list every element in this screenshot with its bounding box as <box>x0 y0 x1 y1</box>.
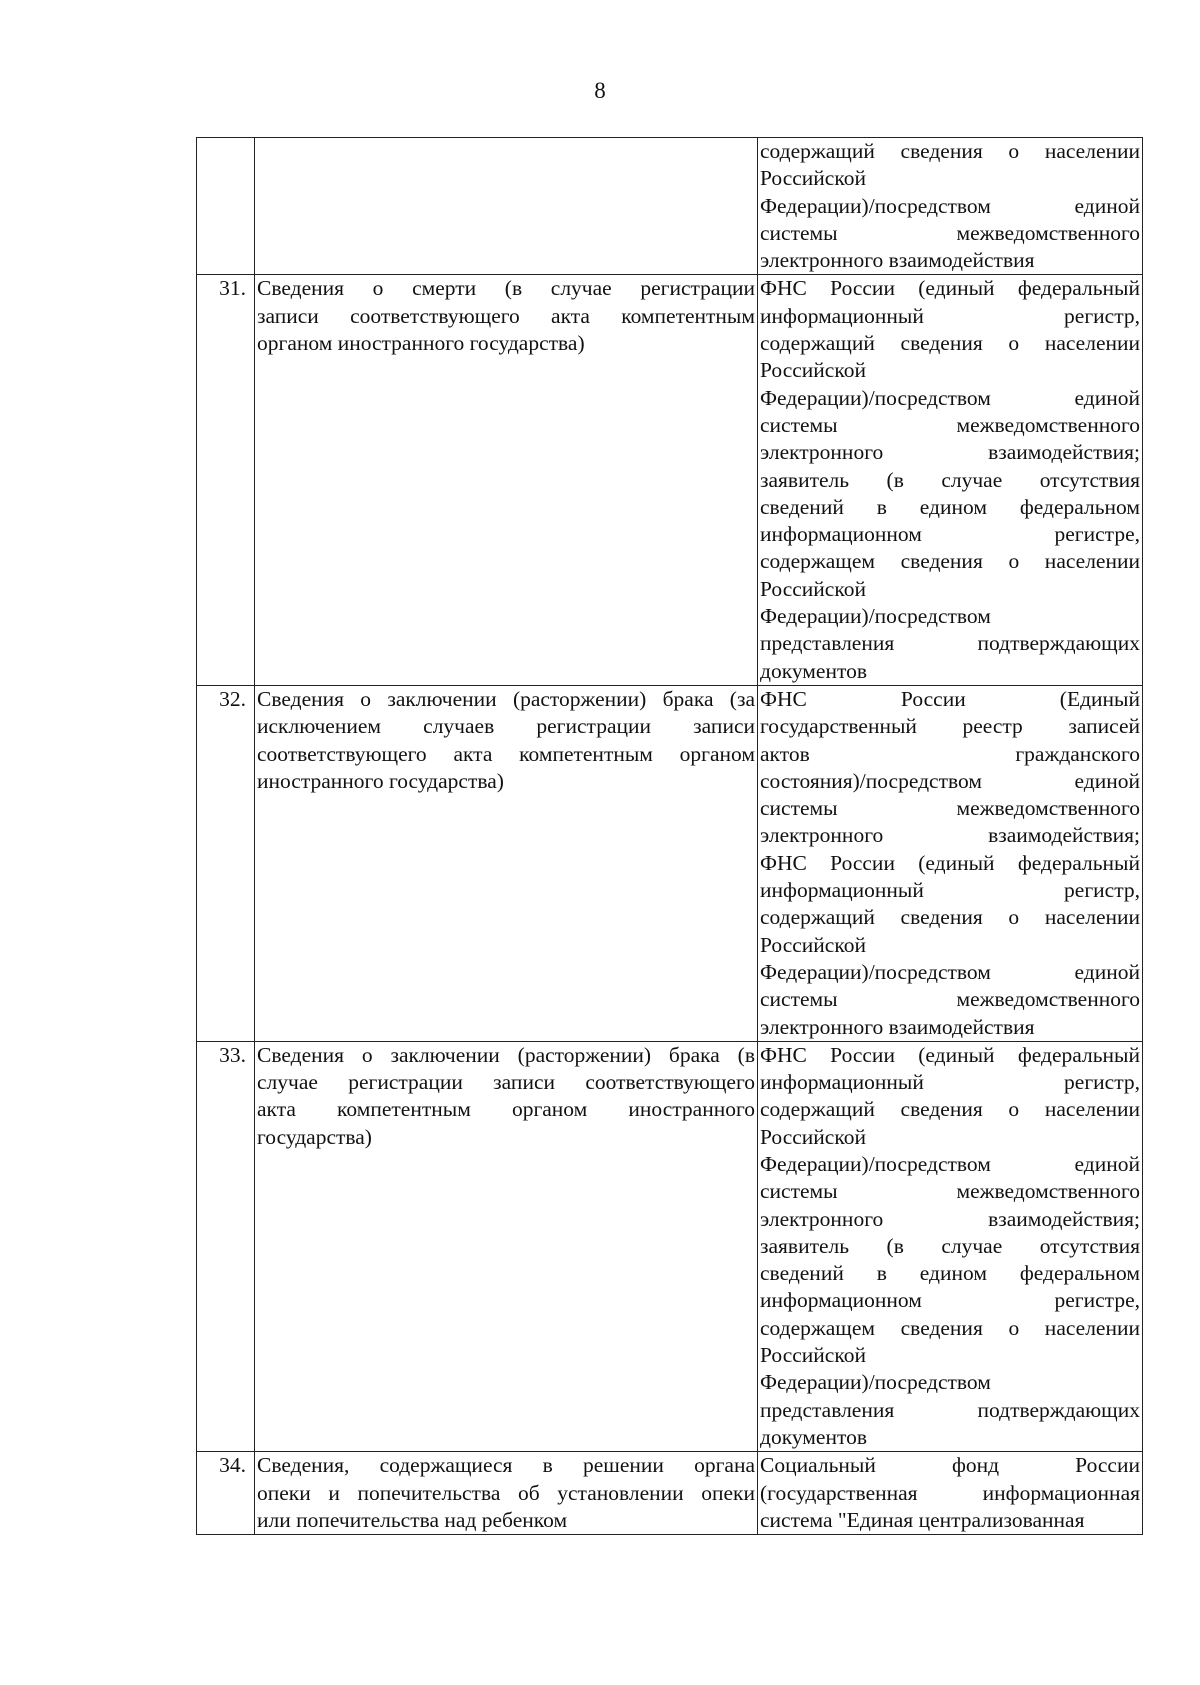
source-line: информационном регистре, <box>760 1288 1140 1313</box>
source-line: Российской <box>760 1124 866 1149</box>
description-line: случае регистрации записи соответствующего <box>257 1070 755 1095</box>
source-line: ФНС России (единый федеральный <box>760 850 1140 875</box>
source-line: содержащем сведения о населении <box>760 549 1140 574</box>
row-number-cell: 34. <box>197 1452 255 1535</box>
source-line: состояния)/посредством единой <box>760 768 1140 793</box>
page-number: 8 <box>594 78 606 103</box>
source-line: электронного взаимодействия; <box>760 1206 1140 1231</box>
description-cell <box>255 275 758 685</box>
description-cell <box>255 138 758 275</box>
source-line: Федерации)/посредством единой <box>760 193 1140 218</box>
source-line: система "Единая централизованная <box>760 1507 1085 1532</box>
source-line: Российской <box>760 576 866 601</box>
source-line: ФНС России (единый федеральный <box>760 276 1140 301</box>
source-line: представления подтверждающих <box>760 1397 1140 1422</box>
source-line: информационный регистр, <box>760 1070 1140 1095</box>
source-cell <box>758 275 1143 685</box>
source-line: содержащий сведения о населении <box>760 905 1140 930</box>
source-line: ФНС России (Единый <box>760 686 1140 711</box>
source-cell <box>758 1452 1143 1535</box>
source-line: Российской <box>760 166 866 191</box>
description-line: акта компетентным органом иностранного <box>257 1097 755 1122</box>
table-body <box>197 138 1143 1535</box>
source-line: Российской <box>760 1343 866 1368</box>
source-line: содержащий сведения о населении <box>760 1097 1140 1122</box>
data-table <box>196 137 1143 1535</box>
source-line: заявитель (в случае отсутствия <box>760 467 1140 492</box>
source-line: сведений в едином федеральном <box>760 1261 1140 1286</box>
row-number-cell: 32. <box>197 685 255 1041</box>
source-line: документов <box>760 1424 867 1449</box>
source-line: содержащем сведения о населении <box>760 1315 1140 1340</box>
source-line: информационный регистр, <box>760 878 1140 903</box>
source-line: ФНС России (единый федеральный <box>760 1042 1140 1067</box>
table-row <box>197 1041 1143 1451</box>
source-line: представления подтверждающих <box>760 631 1140 656</box>
source-line: системы межведомственного <box>760 220 1140 245</box>
source-line: системы межведомственного <box>760 987 1140 1012</box>
description-line: Сведения о смерти (в случае регистрации <box>257 276 755 301</box>
source-line: Федерации)/посредством единой <box>760 1151 1140 1176</box>
description-line: Сведения о заключении (расторжении) брака (за <box>257 686 755 711</box>
description-cell <box>255 1041 758 1451</box>
source-line: содержащий сведения о населении <box>760 139 1140 163</box>
row-number-cell: 33. <box>197 1041 255 1451</box>
source-line: электронного взаимодействия <box>760 1014 1035 1039</box>
description-line: Сведения, содержащиеся в решении органа <box>257 1453 755 1478</box>
source-line: системы межведомственного <box>760 1179 1140 1204</box>
source-line: информационный регистр, <box>760 303 1140 328</box>
source-line: электронного взаимодействия <box>760 248 1035 273</box>
source-line: сведений в едином федеральном <box>760 494 1140 519</box>
source-line: Российской <box>760 358 866 383</box>
table-row <box>197 275 1143 685</box>
description-line: органом иностранного государства) <box>257 331 585 356</box>
source-line: системы межведомственного <box>760 796 1140 821</box>
source-line: (государственная информационная <box>760 1480 1140 1505</box>
source-line: системы межведомственного <box>760 412 1140 437</box>
source-line: информационном регистре, <box>760 522 1140 547</box>
description-line: исключением случаев регистрации записи <box>257 714 755 739</box>
description-line: иностранного государства) <box>257 768 504 793</box>
source-cell <box>758 138 1143 275</box>
source-line: заявитель (в случае отсутствия <box>760 1233 1140 1258</box>
table-row <box>197 1452 1143 1535</box>
source-line: Федерации)/посредством единой <box>760 959 1140 984</box>
source-line: документов <box>760 658 867 683</box>
description-line: Сведения о заключении (расторжении) брака (в <box>257 1042 755 1067</box>
source-cell <box>758 685 1143 1041</box>
table-row <box>197 138 1143 275</box>
source-line: Федерации)/посредством <box>760 604 991 629</box>
table-row <box>197 685 1143 1041</box>
row-number-cell <box>197 138 255 275</box>
description-line: соответствующего акта компетентным органом <box>257 741 755 766</box>
source-cell <box>758 1041 1143 1451</box>
source-line: Социальный фонд России <box>760 1453 1140 1478</box>
source-line: электронного взаимодействия; <box>760 823 1140 848</box>
row-number-cell: 31. <box>197 275 255 685</box>
source-line: электронного взаимодействия; <box>760 440 1140 465</box>
description-cell <box>255 685 758 1041</box>
source-line: Российской <box>760 932 866 957</box>
source-line: Федерации)/посредством единой <box>760 385 1140 410</box>
description-line: государства) <box>257 1124 372 1149</box>
description-line: опеки и попечительства об установлении опеки <box>257 1480 755 1505</box>
description-line: записи соответствующего акта компетентным <box>257 303 755 328</box>
source-line: Федерации)/посредством <box>760 1370 991 1395</box>
source-line: актов гражданского <box>760 741 1140 766</box>
description-cell <box>255 1452 758 1535</box>
description-line: или попечительства над ребенком <box>257 1507 568 1532</box>
source-line: содержащий сведения о населении <box>760 331 1140 356</box>
source-line: государственный реестр записей <box>760 714 1140 739</box>
